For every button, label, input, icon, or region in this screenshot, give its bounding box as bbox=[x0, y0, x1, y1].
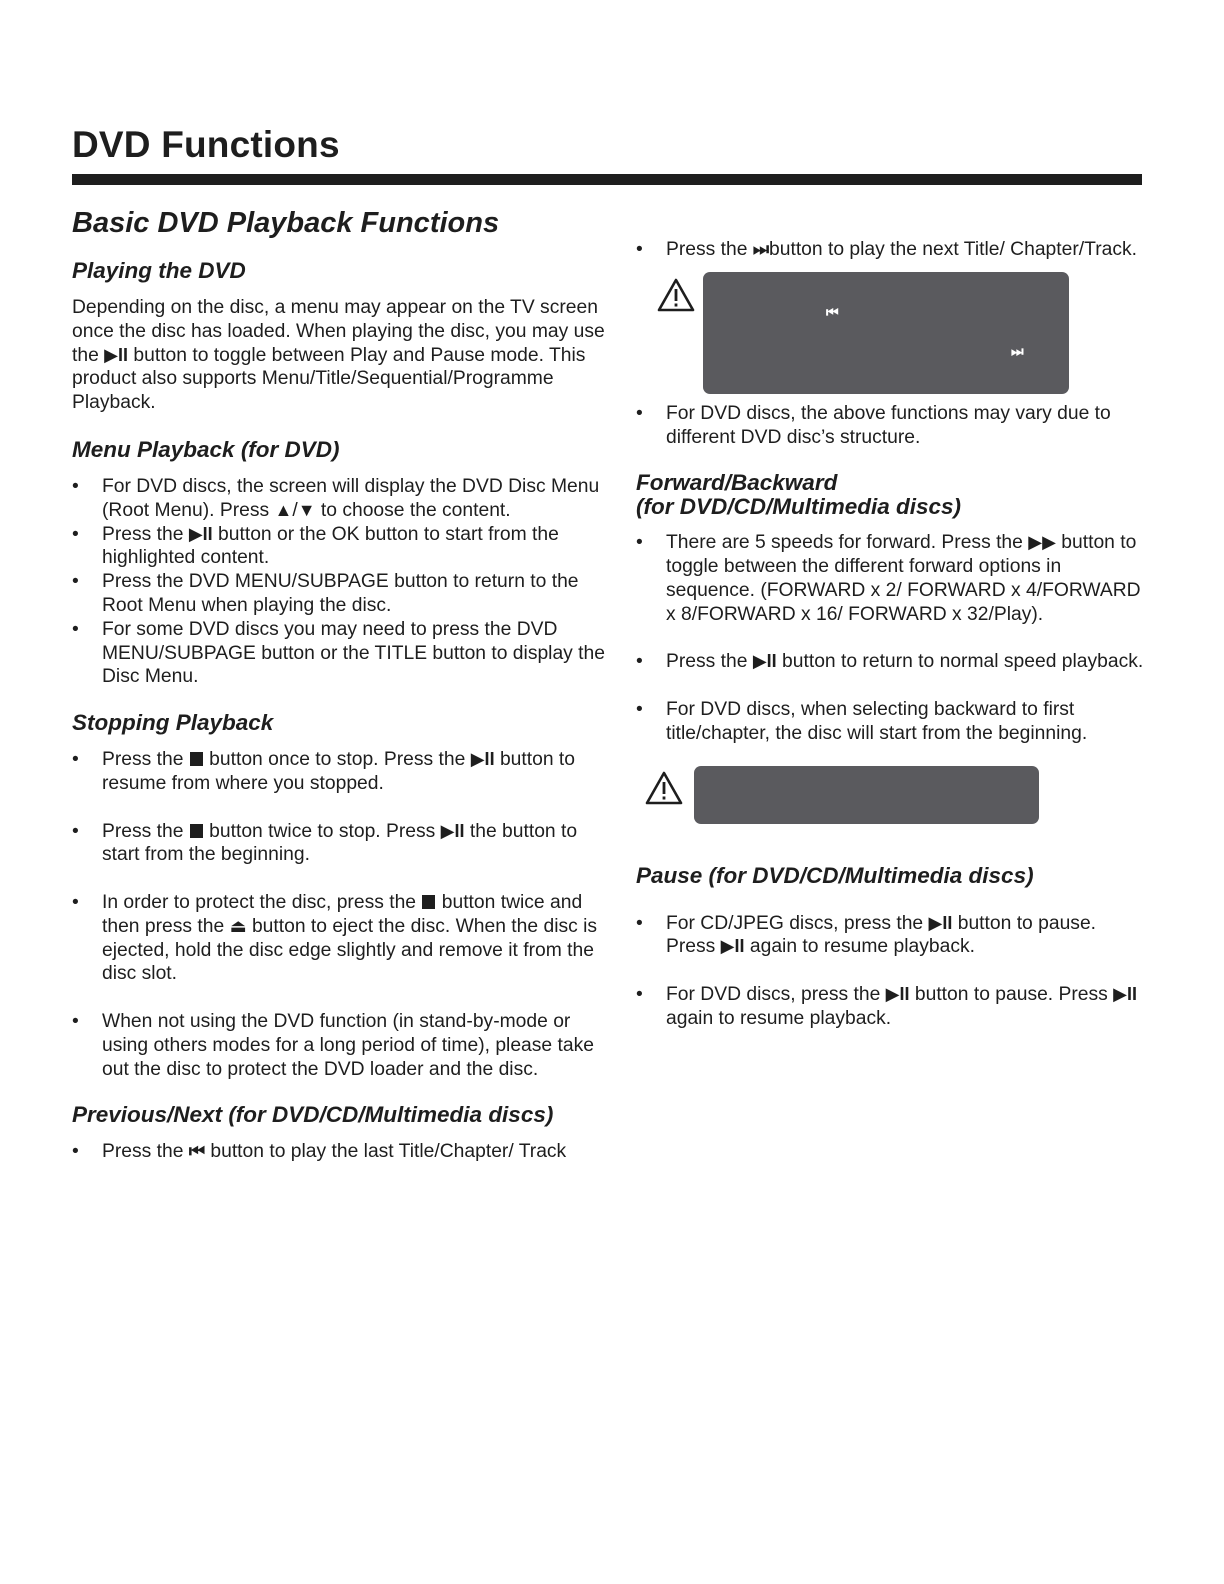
list-item: • Press the ▶II button to return to normal speed playback. bbox=[636, 651, 1144, 673]
previous-track-icon: ⏮ bbox=[188, 1141, 206, 1162]
play-pause-icon: ▶II bbox=[440, 820, 465, 841]
previous-next-heading: Previous/Next (for DVD/CD/Multimedia discs) bbox=[72, 1102, 554, 1128]
pause-list bbox=[636, 912, 1146, 1031]
list-item: • Press the button twice to stop. Press ▶II the button to start from the beginning. bbox=[72, 820, 578, 866]
playing-text-2: button to toggle between Play and Pause mode. This product also supports Menu/Title/Sequential/Programme Playback. bbox=[72, 344, 586, 414]
stop-icon bbox=[422, 895, 435, 909]
play-pause-icon: ▶II bbox=[188, 523, 213, 544]
section-title: Basic DVD Playback Functions bbox=[72, 207, 500, 239]
next-track-icon: ⏭ bbox=[1011, 342, 1022, 359]
playing-text-1: Depending on the disc, a menu may appear on the TV screen once the disc has loaded. When playing the disc, you may use the bbox=[72, 297, 605, 366]
forward-backward-heading: Forward/Backward (for DVD/CD/Multimedia discs) bbox=[636, 470, 962, 520]
play-pause-icon: ▶II bbox=[470, 749, 495, 770]
playing-dvd-paragraph bbox=[72, 296, 607, 415]
stopping-playback-heading: Stopping Playback bbox=[72, 710, 274, 736]
stopping-list bbox=[72, 748, 607, 1081]
stop-icon bbox=[190, 752, 203, 766]
playing-dvd-heading: Playing the DVD bbox=[72, 258, 246, 283]
next-track-icon: ⏭ bbox=[752, 239, 770, 259]
left-column bbox=[72, 200, 607, 1164]
list-item: • For DVD discs, the above functions may vary due to different DVD disc’s structure. bbox=[636, 402, 1111, 448]
vary-list bbox=[636, 402, 1146, 450]
title-rule bbox=[72, 174, 1142, 185]
forward-list bbox=[636, 531, 1146, 745]
list-item: • For DVD discs, press the ▶II button to pause. Press ▶II again to resume playback. bbox=[636, 983, 1138, 1029]
previous-track-icon: ⏮ bbox=[826, 303, 837, 320]
play-pause-icon: ▶II bbox=[928, 912, 953, 933]
note-box-2 bbox=[636, 766, 1146, 828]
list-item: • In order to protect the disc, press the button twice and then press the ⏏ button to eject the disc. When the disc is ejected, hold the disc edge slightly and remove it from the disc slot. bbox=[72, 891, 598, 985]
list-item: • For DVD discs, the screen will display the DVD Disc Menu (Root Menu). Press ▲/▼ to choose the content. bbox=[72, 475, 600, 521]
note-box-1-panel bbox=[703, 272, 1069, 394]
play-pause-icon: ▶II bbox=[885, 983, 910, 1004]
menu-playback-list bbox=[72, 475, 607, 689]
list-item: • Press the DVD MENU/SUBPAGE button to return to the Root Menu when playing the disc. bbox=[72, 571, 579, 616]
list-item: • There are 5 speeds for forward. Press the ▶▶ button to toggle between the different forward options in sequence. (FORWARD x 2/ FORWARD x 4/FORWARD x 8/FORWARD x 16/ FORWARD x 32/Play). bbox=[636, 532, 1141, 625]
note-box-2-panel bbox=[694, 766, 1039, 824]
warning-icon bbox=[656, 277, 696, 313]
fast-forward-icon: ▶▶ bbox=[1028, 532, 1056, 553]
warning-icon bbox=[644, 770, 684, 806]
list-item: • For some DVD discs you may need to press the DVD MENU/SUBPAGE button or the TITLE button to display the Disc Menu. bbox=[72, 618, 605, 688]
list-item: • For CD/JPEG discs, press the ▶II button to pause. Press ▶II again to resume playback. bbox=[636, 912, 1097, 958]
up-arrow-icon: ▲ bbox=[274, 499, 293, 520]
note-box-1 bbox=[636, 272, 1146, 402]
list-item: • When not using the DVD function (in stand-by-mode or using others modes for a long period of time), please take out the disc to protect the DVD loader and the disc. bbox=[72, 1010, 594, 1080]
list-item: • Press the button once to stop. Press the ▶II button to resume from where you stopped. bbox=[72, 749, 575, 794]
play-pause-icon: ▶II bbox=[104, 344, 129, 365]
list-item: • Press the ⏮ button to play the last Title/Chapter/ Track bbox=[72, 1141, 567, 1163]
right-column bbox=[636, 238, 1146, 1031]
stop-icon bbox=[190, 824, 203, 838]
menu-playback-heading: Menu Playback (for DVD) bbox=[72, 436, 340, 462]
eject-icon: ⏏ bbox=[229, 915, 247, 936]
list-item: • For DVD discs, when selecting backward to first title/chapter, the disc will start from the beginning. bbox=[636, 698, 1088, 744]
next-list bbox=[636, 238, 1146, 262]
list-item: • Press the ▶II button or the OK button to start from the highlighted content. bbox=[72, 523, 559, 569]
previous-list bbox=[72, 1140, 607, 1164]
pause-heading: Pause (for DVD/CD/Multimedia discs) bbox=[636, 862, 1034, 888]
play-pause-icon: ▶II bbox=[1113, 983, 1138, 1004]
down-arrow-icon: ▼ bbox=[297, 499, 316, 520]
page-title: DVD Functions bbox=[72, 124, 340, 165]
play-pause-icon: ▶II bbox=[720, 936, 745, 957]
list-item: • Press the ⏭button to play the next Title/ Chapter/Track. bbox=[636, 239, 1137, 260]
play-pause-icon: ▶II bbox=[752, 651, 777, 672]
